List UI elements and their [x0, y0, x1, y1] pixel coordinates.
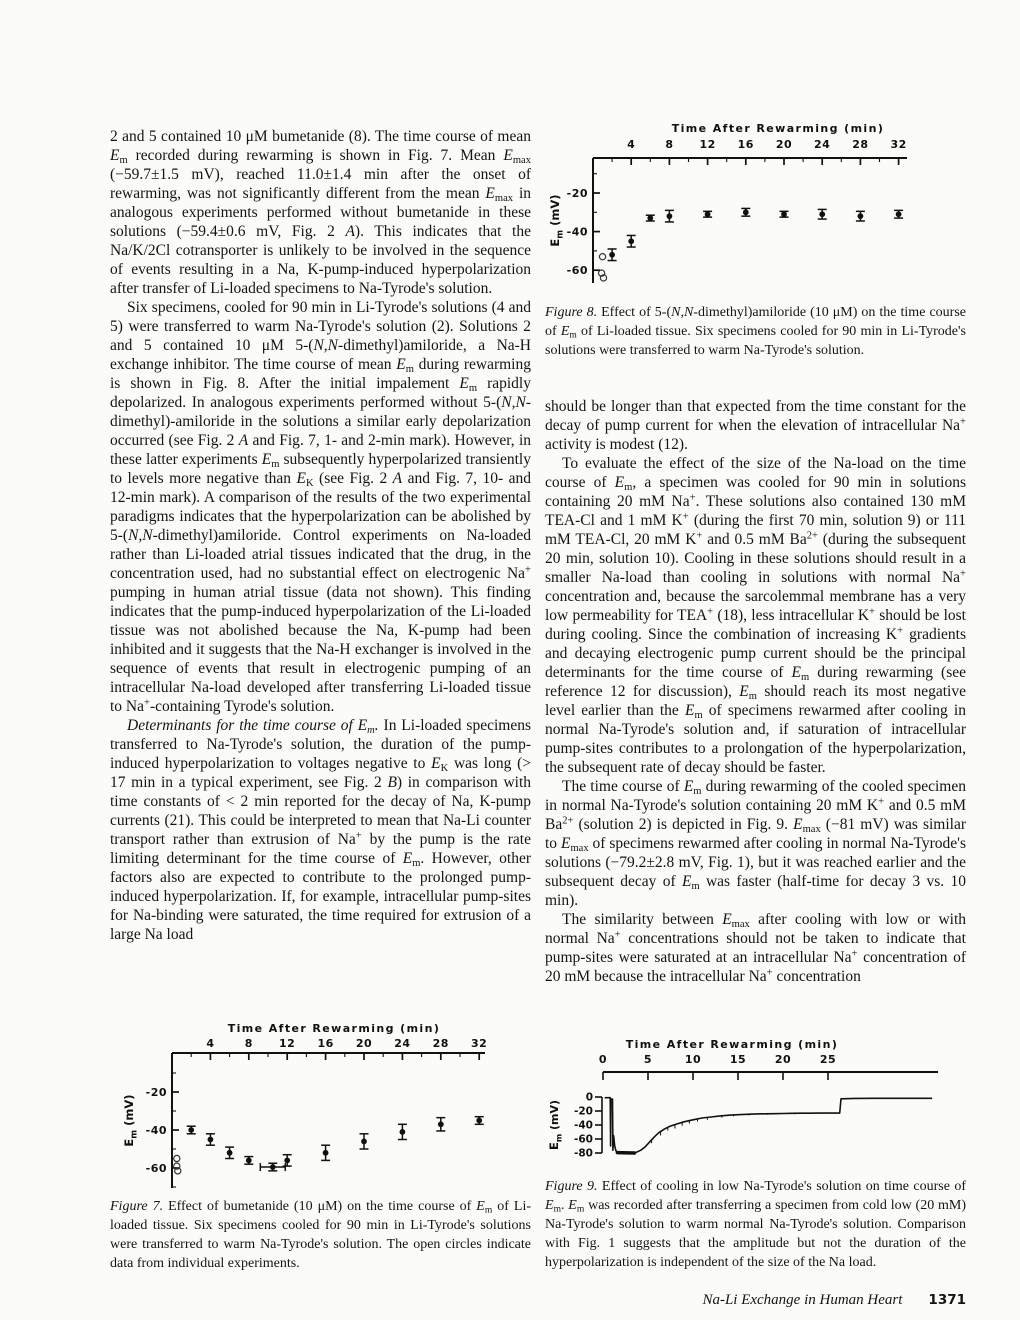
left-column	[110, 127, 531, 944]
svg-text:-60: -60	[566, 264, 588, 278]
caption-text: Figure 9. Effect of cooling in low Na-Tyrode's solution on time course of $E_m$. $E_m$ was recorded after transferring a specimen from cold low (20 mM) Na-Tyrode's solution to warm normal Na-Tyrode's solution. Comparison with Fig. 1 suggests that the amplitude but not the duration of the hyperpolarization is independent of the size of the Na load.	[545, 1179, 967, 1270]
svg-text:28: 28	[852, 138, 869, 151]
svg-text:0: 0	[585, 1091, 593, 1104]
svg-text:-40: -40	[566, 225, 588, 239]
svg-text:-20: -20	[574, 1105, 593, 1118]
svg-text:Em (mV): $E_m$ (mV)	[547, 1099, 564, 1151]
svg-text:16: 16	[737, 138, 754, 151]
svg-text:24: 24	[394, 1037, 411, 1050]
svg-text:25: 25	[819, 1053, 837, 1066]
svg-text:12: 12	[279, 1037, 296, 1050]
svg-text:24: 24	[814, 138, 831, 151]
svg-text:32: 32	[471, 1037, 488, 1050]
svg-text:Time After Rewarming (min): Time After Rewarming (min)	[625, 1038, 839, 1051]
caption-text: Figure 7. Effect of bumetanide (10 μM) on the time course of $E_m$ of Li-loaded tissue. Six specimens cooled for 90 min in Li-Tyrode's solutions were transferred to warm Na-Tyrode's solution. The open circles indicate data from individual experiments.	[110, 1199, 531, 1271]
svg-text:0: 0	[598, 1053, 608, 1066]
body-paragraph: The similarity between $E_{max}$ after cooling with low or with normal Na+ concentrations should not be taken to indicate that pump-sites were saturated at an intracellular Na+ concentration of 20 mM because the intracellular Na+ concentration	[545, 911, 967, 985]
svg-text:5: 5	[643, 1053, 653, 1066]
svg-text:-20: -20	[566, 187, 588, 200]
page-number: 1371	[928, 1292, 966, 1308]
svg-text:-40: -40	[145, 1124, 167, 1137]
right-column	[545, 397, 966, 986]
caption-text: Figure 8. Effect of 5-(N,N-dimethyl)amiloride (10 μM) on the time course of $E_m$ of Li-loaded tissue. Six specimens cooled for 90 min in Li-Tyrode's solutions were transferred to warm Na-Tyrode's solution.	[545, 305, 966, 358]
svg-text:4: 4	[627, 138, 636, 151]
svg-text:-60: -60	[145, 1162, 167, 1175]
figure8-plot	[545, 118, 980, 296]
svg-text:-20: -20	[145, 1086, 167, 1099]
svg-text:28: 28	[432, 1037, 449, 1050]
running-title: Na-Li Exchange in Human Heart	[702, 1292, 903, 1308]
body-paragraph: should be longer than that expected from the time constant for the decay of pump current for when the elevation of intracellular Na+ activity is modest (12).	[545, 398, 966, 453]
svg-text:10: 10	[684, 1053, 702, 1066]
svg-text:Time After Rewarming (min): Time After Rewarming (min)	[227, 1022, 441, 1035]
svg-text:16: 16	[317, 1037, 334, 1050]
svg-text:-60: -60	[574, 1133, 593, 1146]
body-paragraph: Six specimens, cooled for 90 min in Li-Tyrode's solutions (4 and 5) were transferred to warm Na-Tyrode's solution (2). Solutions 2 and 5 contained 10 μM 5-(N,N-dimethyl)amiloride, a Na-H exchange inhibitor. The time course of mean $E_m$ during rewarming is shown in Fig. 8. After the initial impalement $E_m$ rapidly depolarized. In analogous experiments performed without 5-(N,N-dimethyl)-amiloride in the solutions a similar early depolarization occurred (see Fig. 2 A and Fig. 7, 1- and 2-min mark). However, in these latter experiments $E_m$ subsequently hyperpolarized transiently to levels more negative than $E_K$ (see Fig. 2 A and Fig. 7, 10- and 12-min mark). A comparison of the results of the two experimental paradigms indicates that the hyperpolarization can be abolished by 5-(N,N-dimethyl)amiloride. Control experiments on Na-loaded rather than Li-loaded atrial tissues indicated that the drug, in the concentration used, had no substantial effect on electrogenic Na+ pumping in human atrial tissue (data not shown). This finding indicates that the pump-induced hyperpolarization of the Li-loaded tissue was not abolished because the Na, K-pump had been inhibited and it suggests that the Na-H exchanger is involved in the sequence of events that result in electrogenic pumping of an intracellular Na-load developed after transferring Li-loaded tissue to Na+-containing Tyrode's solution.	[110, 299, 532, 715]
figure7-caption	[110, 1197, 531, 1273]
svg-text:Time After Rewarming (min): Time After Rewarming (min)	[671, 122, 885, 135]
svg-text:15: 15	[729, 1053, 747, 1066]
figure7-plot	[85, 1018, 520, 1200]
svg-text:8: 8	[244, 1037, 253, 1050]
svg-text:32: 32	[890, 138, 907, 151]
body-paragraph: Determinants for the time course of $E_m$. In Li-loaded specimens transferred to Na-Tyrode's solution, the duration of the pump-induced hyperpolarization to voltages negative to $E_K$ was long (> 17 min in a typical experiment, see Fig. 2 B) in comparison with time constants of < 2 min reported for the decay of Na, K-pump currents (21). This could be interpreted to mean that Na-Li counter transport rather than extrusion of Na+ by the pump is the rate limiting determinant for the time course of $E_m$. However, other factors also are expected to contribute to the prolonged pump-induced hyperpolarization. If, for example, intracellular pump-sites for Na-binding were saturated, the time required for extrusion of a large Na load	[110, 717, 532, 943]
svg-text:12: 12	[699, 138, 716, 151]
body-paragraph: The time course of $E_m$ during rewarming of the cooled specimen in normal Na-Tyrode's solution containing 20 mM K+ and 0.5 mM $Ba^{2+}$ (solution 2) is depicted in Fig. 9. $E_{max}$ (−81 mV) was similar to $E_{max}$ of specimens rewarmed after cooling in normal Na-Tyrode's solutions (−79.2±2.8 mV, Fig. 1), but it was reached earlier and the subsequent decay of $E_m$ was faster (half-time for decay 3 vs. 10 min).	[545, 778, 967, 909]
svg-text:Em (mV): $E_m$ (mV)	[122, 1094, 140, 1147]
svg-text:20: 20	[775, 138, 793, 151]
svg-text:20: 20	[355, 1037, 373, 1050]
svg-text:-40: -40	[574, 1119, 593, 1132]
svg-text:Em (mV): $E_m$ (mV)	[548, 194, 566, 247]
svg-text:8: 8	[665, 138, 674, 151]
body-paragraph: To evaluate the effect of the size of the Na-load on the time course of $E_m$, a specimen was cooled for 90 min in solutions containing 20 mM Na+. These solutions also contained 130 mM TEA-Cl and 1 mM K+ (during the first 70 min, solution 9) or 111 mM TEA-Cl, 20 mM K+ and 0.5 mM $Ba^{2+}$ (during the subsequent 20 min, solution 10). Cooling in these solutions should result in a smaller Na-load than cooling in solutions with normal Na+ concentration and, because the sarcolemmal membrane has a very low permeability for TEA+ (18), less intracellular K+ should be lost during cooling. Since the combination of increasing K+ gradients and decaying electrogenic pump current should be the principal determinants for the time course of $E_m$ during rewarming (see reference 12 for discussion), $E_m$ should reach its most negative level earlier than the $E_m$ of specimens rewarmed after cooling in normal Na-Tyrode's solution and, if saturation of intracellular pump-sites contributes to a prolongation of the hyperpolarization, the subsequent rate of decay should be faster.	[545, 455, 967, 776]
svg-text:20: 20	[774, 1053, 792, 1066]
svg-text:4: 4	[206, 1037, 215, 1050]
body-paragraph: 2 and 5 contained 10 μM bumetanide (8). The time course of mean $E_m$ recorded during rewarming is shown in Fig. 7. Mean $E_{max}$ (−59.7±1.5 mV), reached 11.0±1.4 min after the onset of rewarming, was not significantly different from the mean $E_{max}$ in analogous experiments performed without bumetanide in these solutions (−59.4±0.6 mV, Fig. 2 A). This indicates that the Na/K/2Cl cotransporter is unlikely to be involved in the sequence of events resulting in a Na, K-pump-induced hyperpolarization after transfer of Li-loaded specimens to Na-Tyrode's solution.	[110, 128, 531, 297]
page-footer	[545, 1292, 966, 1309]
svg-text:-80: -80	[574, 1147, 593, 1160]
figure9-plot	[545, 1032, 980, 1174]
figure9-caption	[545, 1177, 966, 1272]
figure8-caption	[545, 303, 966, 360]
